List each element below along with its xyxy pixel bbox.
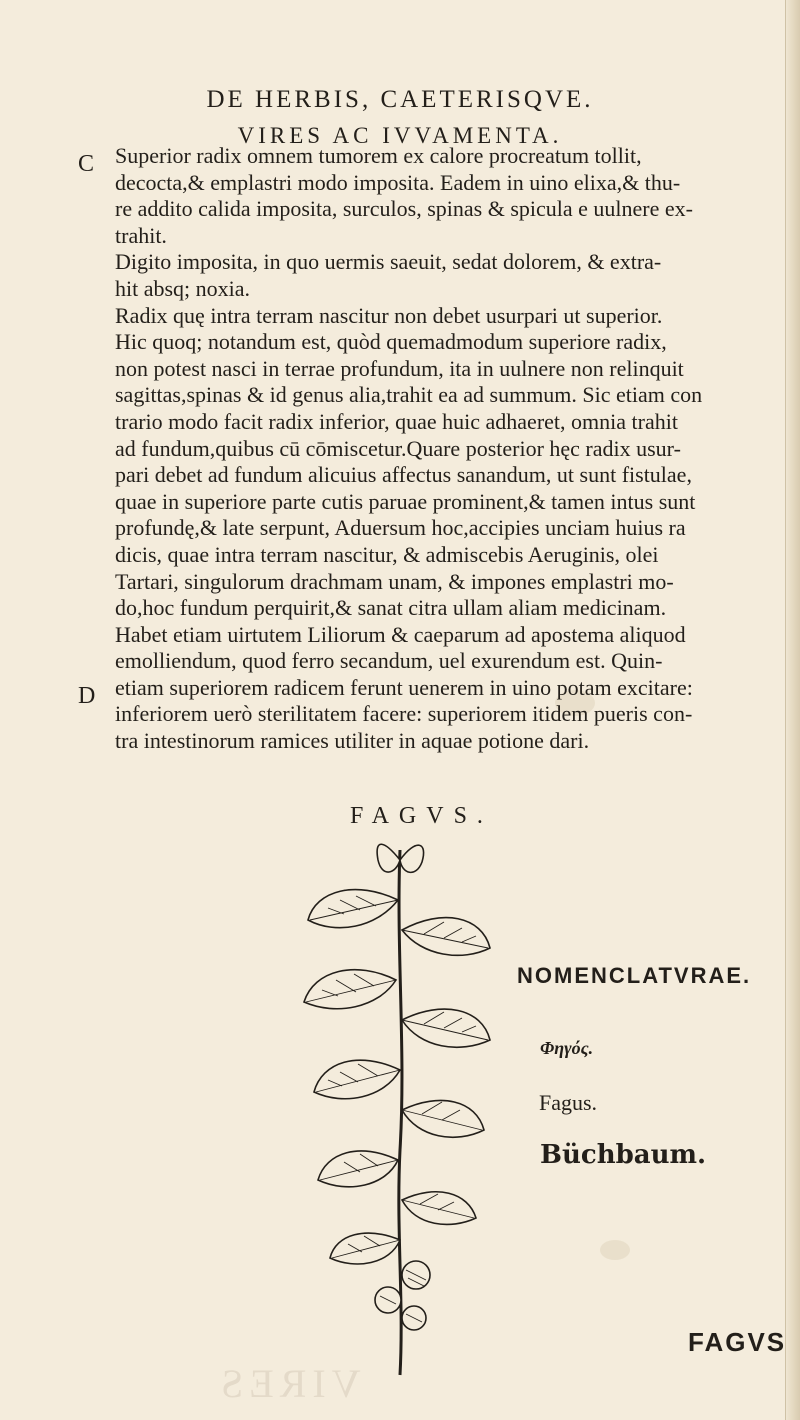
beech-woodcut-illustration: [296, 830, 496, 1400]
text-line: decocta,& emplastri modo imposita. Eadem in uino elixa,& thu-: [115, 169, 681, 195]
greek-name: Φηγός.: [540, 1038, 594, 1058]
text-line: quae in superiore parte cutis paruae prominent,& tamen intus sunt: [115, 488, 696, 514]
latin-name: Fagus.: [539, 1090, 598, 1115]
plant-title: FAGVS.: [350, 803, 493, 829]
text-line: etiam superiorem radicem ferunt uenerem in uino potam excitare:: [115, 674, 693, 700]
paper-stain: [600, 1240, 630, 1260]
text-line: ad fundum,quibus cū cōmiscetur.Quare posterior hęc radix usur-: [115, 435, 681, 461]
text-line: sagittas,spinas & id genus alia,trahit ea ad summum. Sic etiam con: [115, 382, 703, 408]
text-line: dicis, quae intra terram nascitur, & admiscebis Aeruginis, olei: [115, 541, 659, 567]
running-head: DE HERBIS, CAETERISQVE.: [206, 86, 594, 113]
text-line: hit absq; noxia.: [115, 275, 251, 301]
text-line: Habet etiam uirtutem Liliorum & caeparum ad apostema aliquod: [115, 621, 686, 647]
text-line: Hic quoq; notandum est, quòd quemadmodum superiore radix,: [115, 329, 667, 355]
page-edge: [785, 0, 800, 1420]
text-line: Superior radix omnem tumorem ex calore procreatum tollit,: [115, 143, 642, 168]
text-line: tra intestinorum ramices utiliter in aquae potione dari.: [115, 728, 590, 754]
text-line: do,hoc fundum perquirit,& sanat citra ullam aliam medicinam.: [115, 595, 667, 621]
text-line: re addito calida imposita, surculos, spinas & spicula e uulnere ex-: [115, 196, 693, 222]
margin-letter-d: D: [78, 683, 96, 709]
show-through-text: VIRES: [215, 1361, 361, 1406]
text-line: trahit.: [115, 222, 167, 248]
body-text: [115, 143, 767, 755]
nomenclature-heading: NOMENCLATVRAE.: [517, 963, 752, 988]
text-line: inferiorem uerò sterilitatem facere: superiorem itidem pueris con-: [115, 701, 693, 727]
text-line: profundę,& late serpunt, Aduersum hoc,accipies unciam huius ra: [115, 515, 686, 541]
text-line: non potest nasci in terrae profundum, ita in uulnere non relinquit: [115, 355, 684, 381]
section-title: VIRES AC IVVAMENTA.: [237, 123, 563, 148]
text-line: Digito imposita, in quo uermis saeuit, sedat dolorem, & extra-: [115, 249, 662, 275]
text-line: trario modo facit radix inferior, quae huic adhaeret, omnia trahit: [115, 408, 678, 434]
catchword: FAGVS: [688, 1327, 787, 1357]
text-line: emolliendum, quod ferro secandum, uel exurendum est. Quin-: [115, 648, 663, 674]
german-name: Büchbaum.: [540, 1140, 707, 1170]
text-line: pari debet ad fundum alicuius affectus sanandum, ut sunt fistulae,: [115, 462, 692, 488]
text-line: Tartari, singulorum drachmam unam, & impones emplastri mo-: [115, 568, 674, 594]
text-line: Radix quę intra terram nascitur non debet usurpari ut superior.: [115, 302, 663, 328]
margin-letter-c: C: [78, 151, 95, 177]
